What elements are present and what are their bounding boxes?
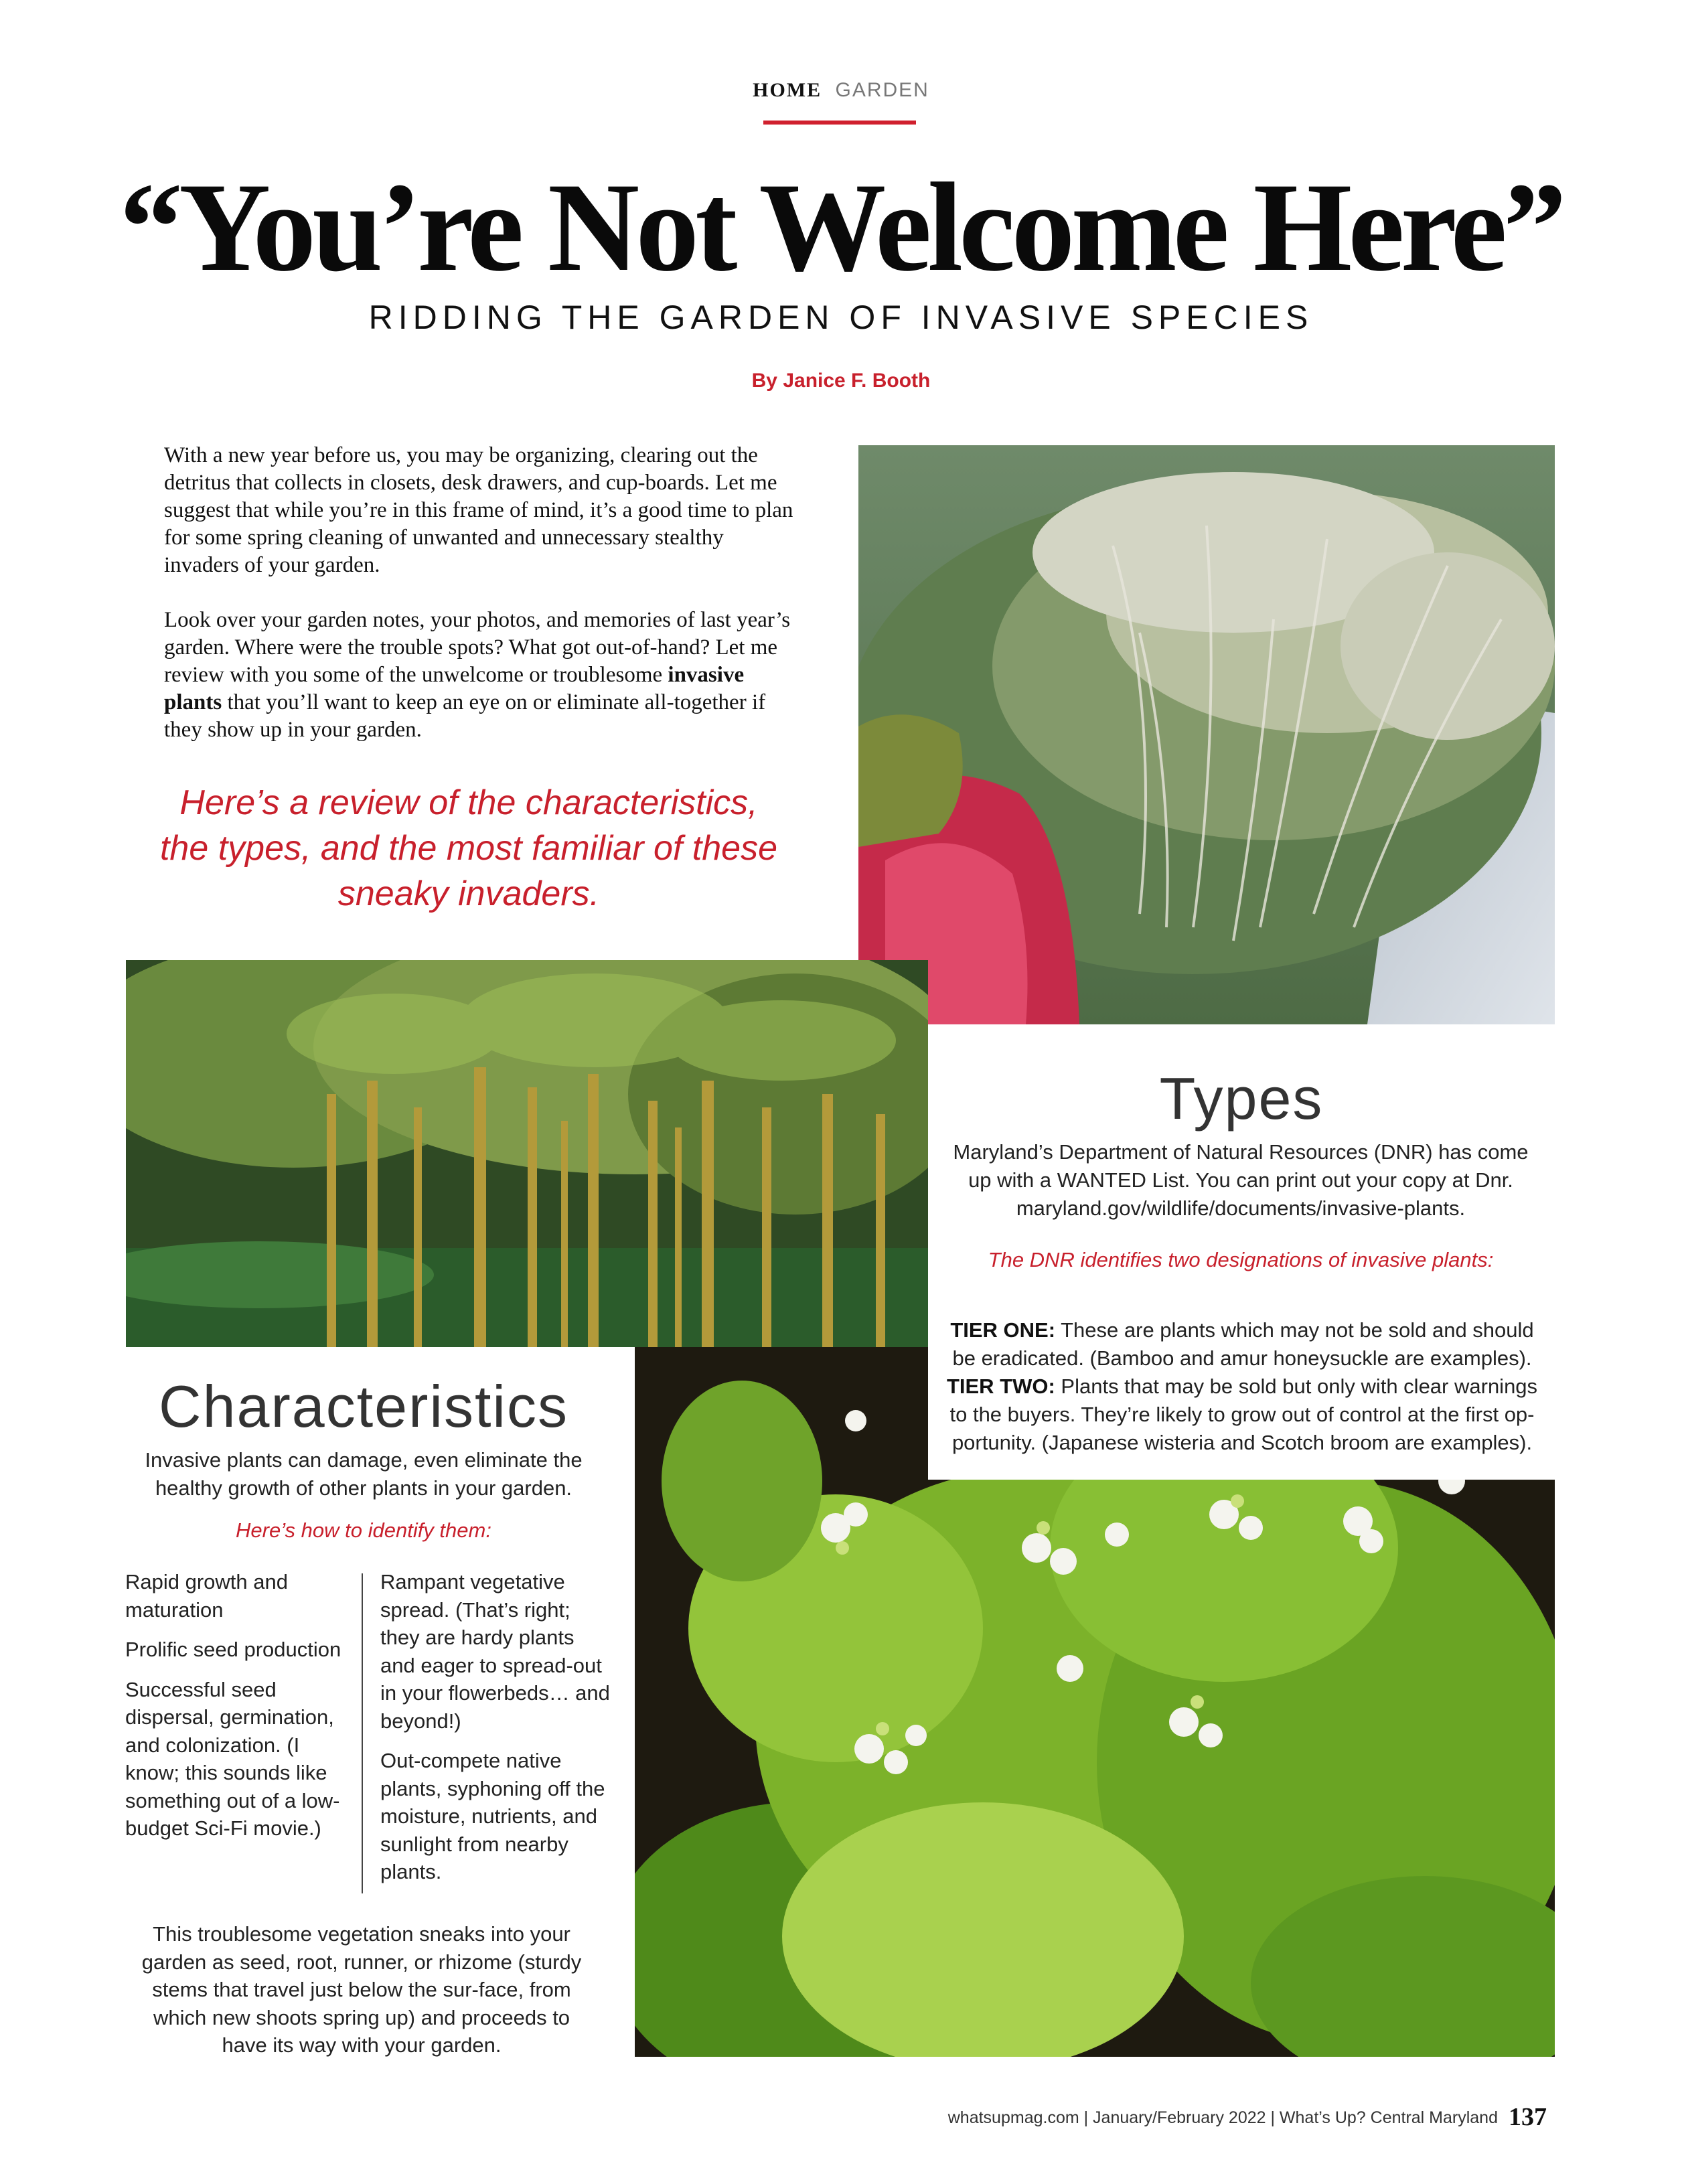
- list-item: Rapid growth and maturation: [125, 1570, 288, 1622]
- characteristics-how: Here’s how to identify them:: [236, 1518, 491, 1542]
- tier-one-label: TIER ONE:: [950, 1318, 1056, 1342]
- footer-text: whatsupmag.com | January/February 2022 | What’s Up? Central Maryland: [947, 2108, 1498, 2127]
- photo-ornamental-grass: [858, 445, 1555, 1024]
- byline: By Janice F. Booth: [751, 370, 931, 392]
- section-primary: HOME: [753, 79, 822, 101]
- characteristics-list-left: [125, 1568, 350, 1855]
- section-label: [0, 79, 1682, 102]
- characteristics-intro: Invasive plants can damage, even eliminate the healthy growth of other plants in your garden.: [145, 1448, 583, 1500]
- intro-paragraph-1: With a new year before us, you may be organizing, clearing out the detritus that collects in closets, desk drawers, and cup-boards. Let me suggest that while you’re in this frame of mind, it’s a good time to plan for some spring cleaning of unwanted and unnecessary stealthy invaders of your garden.: [164, 443, 793, 577]
- characteristics-closing: This troublesome vegetation sneaks into your garden as seed, root, runner, or rhizome (sturdy stems that travel just below the sur-face, from which new shoots spring up) and proceeds to have its way with your garden.: [141, 1922, 582, 2057]
- characteristics-list-right: [380, 1568, 611, 1898]
- types-text: Maryland’s Department of Natural Resources (DNR) has come up with a WANTED List. You can print out your copy at Dnr. maryland.gov/wildlife/documents/invasive-plants.: [953, 1140, 1529, 1220]
- tier-descriptions: [944, 1316, 1540, 1457]
- list-item: Successful seed dispersal, germination, and colonization. (I know; this sounds like something out of a low-budget Sci-Fi movie.): [125, 1677, 340, 1840]
- types-intro: The DNR identifies two designations of invasive plants:: [988, 1248, 1494, 1271]
- photo-bamboo: [126, 960, 928, 1347]
- characteristics-heading: Characteristics: [159, 1373, 568, 1439]
- list-item: Out-compete native plants, syphoning off the moisture, nutrients, and sunlight from nearby plants.: [380, 1749, 605, 1883]
- list-item: Rampant vegetative spread. (That’s right; they are hardy plants and eager to spread-out in your flowerbeds… and beyond!): [380, 1570, 610, 1733]
- tier-one-text: These are plants which may not be sold and should be eradicated. (Bamboo and amur honeysuckle are examples).: [952, 1318, 1534, 1370]
- tier-two-label: TIER TWO:: [946, 1375, 1055, 1398]
- intro-paragraph-2: Look over your garden notes, your photos, and memories of last year’s garden. Where were the trouble spots? What got out-of-hand? Let me review with you some of the unwelcome or troublesome invasive plants that you’ll want to keep an eye on or eliminate all-together if they show up in your garden.: [164, 608, 791, 742]
- page-title: “You’re Not Welcome Here”: [119, 157, 1563, 298]
- section-rule: [763, 121, 916, 125]
- list-item: Prolific seed production: [125, 1638, 341, 1661]
- page-number: 137: [1509, 2103, 1547, 2131]
- invasive-plants-bold: invasive plants: [164, 663, 745, 714]
- tier-two-text: Plants that may be sold but only with clear warnings to the buyers. They’re likely to grow out of control at the first op-portunity. (Japanese wisteria and Scotch broom are examples).: [949, 1375, 1538, 1454]
- pull-quote: Here’s a review of the characteristics, the types, and the most familiar of these sneaky invaders.: [159, 783, 778, 913]
- section-secondary: GARDEN: [835, 79, 929, 101]
- page-footer: [924, 2102, 1547, 2132]
- types-heading: Types: [1159, 1065, 1324, 1132]
- column-divider: [362, 1573, 363, 1893]
- subtitle: RIDDING THE GARDEN OF INVASIVE SPECIES: [368, 299, 1314, 336]
